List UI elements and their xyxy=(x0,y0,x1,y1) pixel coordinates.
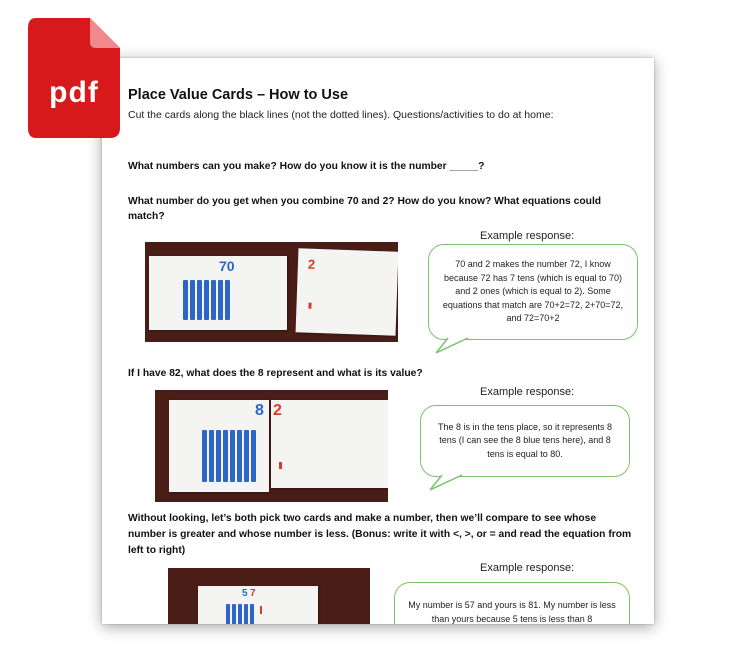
question-4: Without looking, let’s both pick two cards and make a number, then we’ll compare to see whose number is greater and whose number is less. (Bonus: write it with <, >, or = and read the equation from left to right) xyxy=(128,513,632,556)
bubble-tail-2 xyxy=(430,474,470,492)
tens-number-2: 8 xyxy=(255,402,264,419)
question-1: What numbers can you make? How do you know it is the number _____? xyxy=(128,161,485,172)
example-label-2: Example response: xyxy=(480,386,575,398)
photo-57 xyxy=(168,568,370,624)
tens-number: 70 xyxy=(219,258,235,274)
ones-number: 2 xyxy=(307,256,316,272)
response-text-1: 70 and 2 makes the number 72, I know because 72 has 7 tens (which is equal to 70) and 2 ones (which is equal to 2). Some equations that match are 70+2=72, 2+70=72, and 72=70+2 xyxy=(442,259,624,324)
tens-card xyxy=(149,256,287,330)
response-bubble-1 xyxy=(428,244,638,340)
question-2: What number do you get when you combine 70 and 2? How do you know? What equations could match? xyxy=(128,196,602,222)
bubble-tail-1 xyxy=(436,337,476,355)
response-text-2: The 8 is in the tens place, so it represents 8 tens (I can see the 8 blue tens here), and 8 tens is equal to 80. xyxy=(437,421,613,459)
photo-70-and-2 xyxy=(145,242,398,342)
response-bubble-2 xyxy=(420,405,630,477)
ones-number-2: 2 xyxy=(273,402,282,419)
pdf-file-icon xyxy=(28,18,120,138)
example-label-3: Example response: xyxy=(480,562,575,574)
response-bubble-3 xyxy=(394,582,630,624)
tens-number-3: 5 xyxy=(242,588,248,599)
question-3: If I have 82, what does the 8 represent and what is its value? xyxy=(128,368,423,379)
response-text-3: My number is 57 and yours is 81. My number is less than yours because 5 tens is less than 8 xyxy=(408,600,616,624)
document-subtitle: Cut the cards along the black lines (not the dotted lines). Questions/activities to do at home: xyxy=(128,109,554,121)
ones-card-2 xyxy=(271,400,388,488)
document-title: Place Value Cards – How to Use xyxy=(128,87,349,103)
document-page xyxy=(102,58,654,624)
card-57 xyxy=(198,586,318,624)
tens-card-2 xyxy=(169,400,269,492)
example-label-1: Example response: xyxy=(480,230,575,242)
photo-82 xyxy=(155,390,388,502)
pdf-label: pdf xyxy=(49,76,99,109)
ones-number-3: 7 xyxy=(250,588,256,599)
ones-card xyxy=(296,248,398,335)
